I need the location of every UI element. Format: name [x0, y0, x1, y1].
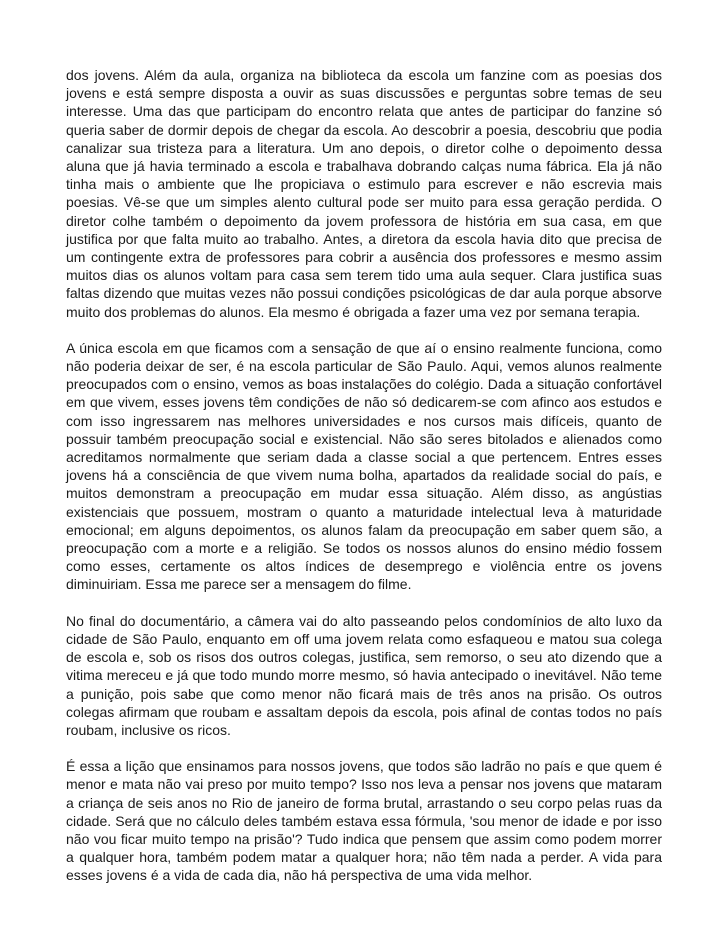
document-page	[66, 66, 662, 903]
paragraph-4: É essa a lição que ensinamos para nossos jovens, que todos são ladrão no país e que quem é menor e mata não vai preso por muito tempo? Isso nos leva a pensar nos jovens que mataram a criança de seis anos no Rio de janeiro de forma brutal, arrastando o seu corpo pelas ruas da cidade. Será que no cálculo deles também estava essa fórmula, 'sou menor de idade e por isso não vou ficar muito tempo na prisão'? Tudo indica que pensem que assim como podem morrer a qualquer hora, também podem matar a qualquer hora; não têm nada a perder. A vida para esses jovens é a vida de cada dia, não há perspectiva de uma vida melhor.	[66, 758, 662, 884]
paragraph-2: A única escola em que ficamos com a sensação de que aí o ensino realmente funciona, como não poderia deixar de ser, é na escola particular de São Paulo. Aqui, vemos alunos realmente preocupados com o ensino, vemos as boas instalações do colégio. Dada a situação confortável em que vivem, esses jovens têm condições de não só dedicarem-se com afinco aos estudos e com isso ingressarem nas melhores universidades e nos cursos mais difíceis, quanto de possuir também preocupação social e existencial. Não são seres bitolados e alienados como acreditamos normalmente que seriam dada a classe social a que pertencem. Entres esses jovens há a consciência de que vivem numa bolha, apartados da realidade social do país, e muitos demonstram a preocupação em mudar essa situação. Além disso, as angústias existenciais que possuem, mostram o quanto a maturidade intelectual leva à maturidade emocional; em alguns depoimentos, os alunos falam da preocupação em saber quem são, a preocupação com a morte e a religião. Se todos os nossos alunos do ensino médio fossem como esses, certamente os altos índices de desemprego e violência entre os jovens diminuiriam. Essa me parece ser a mensagem do filme.	[66, 339, 662, 593]
paragraph-3: No final do documentário, a câmera vai do alto passeando pelos condomínios de alto luxo da cidade de São Paulo, enquanto em off uma jovem relata como esfaqueou e matou sua colega de escola e, sob os risos dos outros colegas, justifica, sem remorso, o seu ato dizendo que a vitima mereceu e já que todo mundo morre mesmo, só havia antecipado o inevitável. Não teme a punição, pois sabe que como menor não ficará mais de três anos na prisão. Os outros colegas afirmam que roubam e assaltam depois da escola, pois afinal de contas todos no país roubam, inclusive os ricos.	[66, 612, 662, 738]
paragraph-1: dos jovens. Além da aula, organiza na biblioteca da escola um fanzine com as poesias dos jovens e está sempre disposta a ouvir as suas discussões e perguntas sobre temas de seu interesse. Uma das que participam do encontro relata que antes de participar do fanzine só queria saber de dormir depois de chegar da escola. Ao descobrir a poesia, descobriu que podia canalizar sua tristeza para a literatura. Um ano depois, o diretor colhe o depoimento dessa aluna que já havia terminado a escola e trabalhava dobrando calças numa fábrica. Ela já não tinha mais o ambiente que lhe propiciava o estimulo para escrever e não escrevia mais poesias. Vê-se que um simples alento cultural pode ser muito para essa geração perdida. O diretor colhe também o depoimento da jovem professora de história em sua casa, em que justifica por que falta muito ao trabalho. Antes, a diretora da escola havia dito que precisa de um contingente extra de professores para cobrir a ausência dos professores e mesmo assim muitos dias os alunos voltam para casa sem terem tido uma aula sequer. Clara justifica suas faltas dizendo que muitas vezes não possui condições psicológicas de dar aula porque absorve muito dos problemas do alunos. Ela mesmo é obrigada a fazer uma vez por semana terapia.	[66, 67, 662, 320]
